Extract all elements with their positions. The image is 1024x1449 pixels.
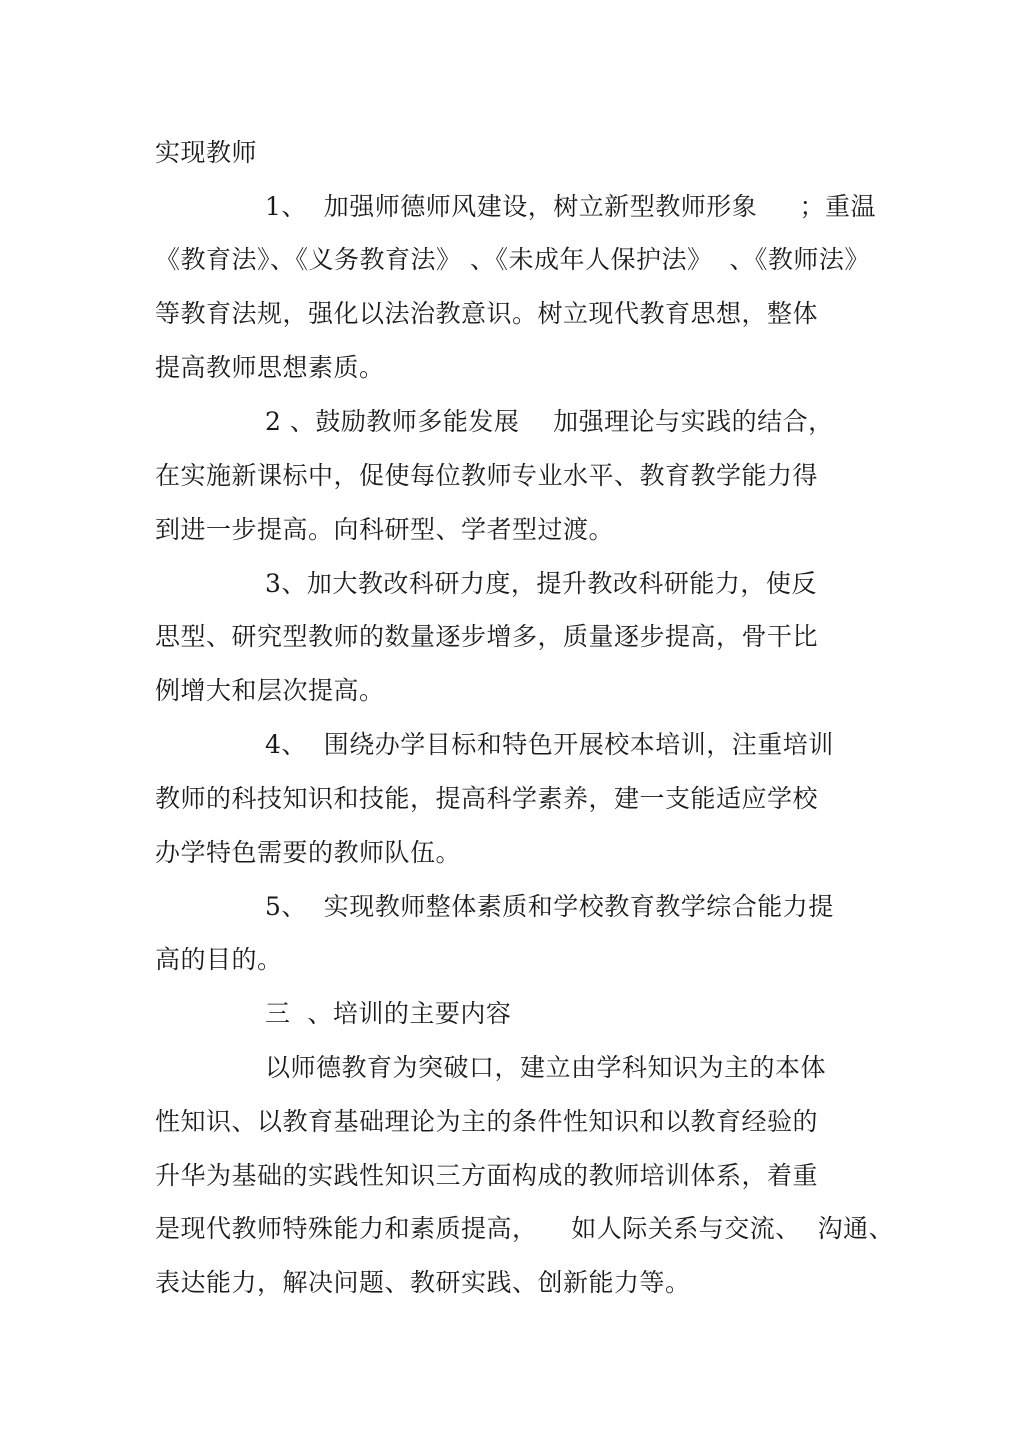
text-line-13: 教师的科技知识和技能，提高科学素养，建一支能适应学校 xyxy=(155,784,819,813)
text-line-19: 性知识、以教育基础理论为主的条件性知识和以教育经验的 xyxy=(155,1107,819,1136)
text-line-20: 升华为基础的实践性知识三方面构成的教师培训体系，着重 xyxy=(155,1161,819,1190)
text-line-17: 三 、培训的主要内容 xyxy=(265,999,512,1028)
text-line-9: 3、加大教改科研力度，提升教改科研能力，使反 xyxy=(265,569,817,598)
text-line-3: 《教育法》、《义务教育法》 、《未成年人保护法》 、《教师法》 xyxy=(155,245,870,274)
text-line-16: 高的目的。 xyxy=(155,945,283,974)
text-line-2: 1、 加强师德师风建设，树立新型教师形象 ；重温 xyxy=(265,192,877,221)
text-line-10: 思型、研究型教师的数量逐步增多，质量逐步提高，骨干比 xyxy=(155,622,819,651)
text-line-8: 到进一步提高。向科研型、学者型过渡。 xyxy=(155,515,615,544)
text-line-5: 提高教师思想素质。 xyxy=(155,353,385,382)
text-line-11: 例增大和层次提高。 xyxy=(155,676,385,705)
text-line-15: 5、 实现教师整体素质和学校教育教学综合能力提 xyxy=(265,892,834,921)
text-line-18: 以师德教育为突破口，建立由学科知识为主的本体 xyxy=(265,1053,827,1082)
text-line-4: 等教育法规，强化以法治教意识。树立现代教育思想，整体 xyxy=(155,299,819,328)
text-line-12: 4、 围绕办学目标和特色开展校本培训，注重培训 xyxy=(265,730,834,759)
text-line-22: 表达能力，解决问题、教研实践、创新能力等。 xyxy=(155,1268,691,1297)
text-line-14: 办学特色需要的教师队伍。 xyxy=(155,838,462,867)
text-line-21: 是现代教师特殊能力和素质提高， 如人际关系与交流、 沟通、 xyxy=(155,1214,895,1243)
text-line-1: 实现教师 xyxy=(155,138,258,167)
text-line-6: 2 、鼓励教师多能发展 加强理论与实践的结合， xyxy=(265,407,834,436)
text-line-7: 在实施新课标中，促使每位教师专业水平、教育教学能力得 xyxy=(155,461,819,490)
